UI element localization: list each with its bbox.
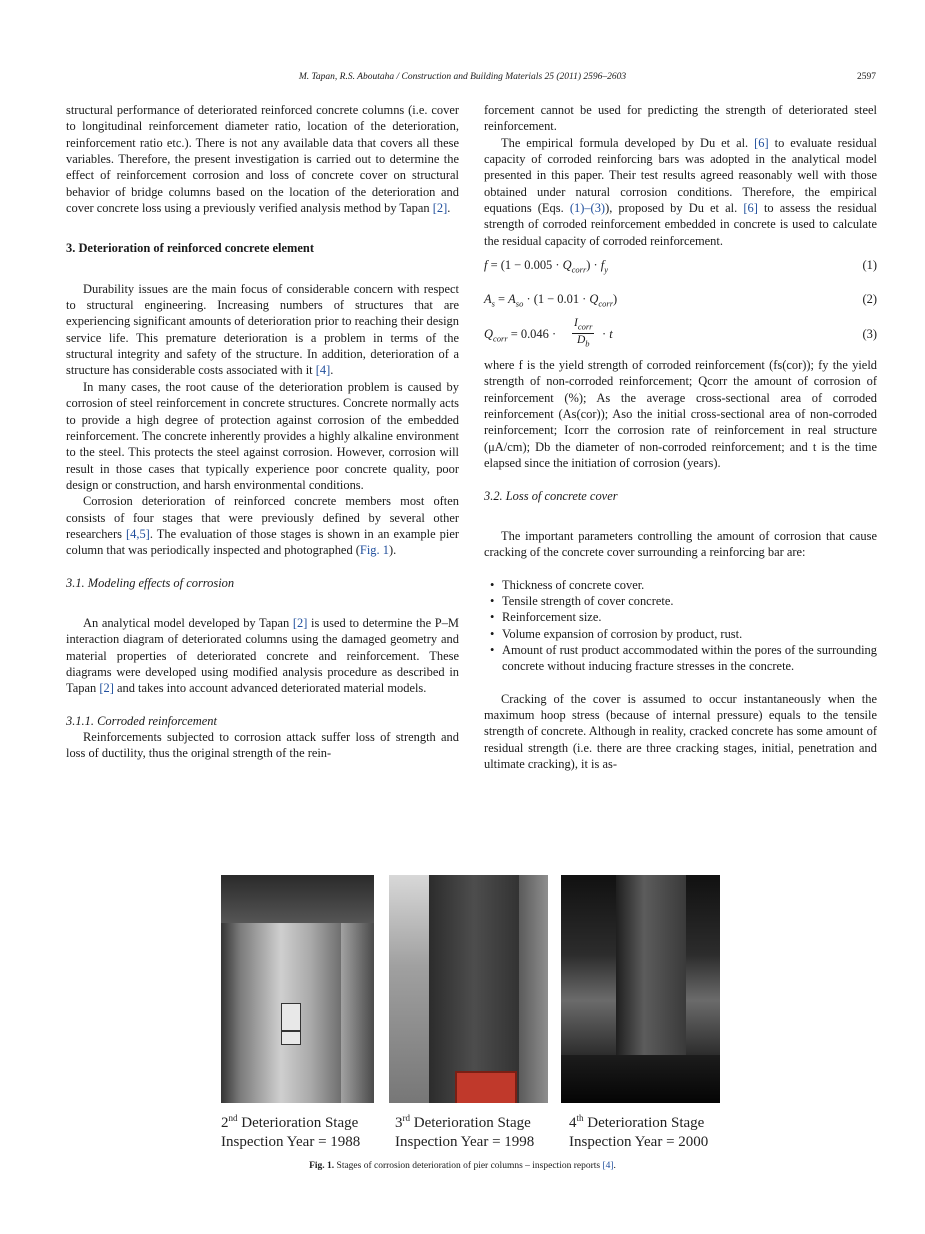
paragraph: In many cases, the root cause of the deterioration problem is caused by corrosion of steel reinforcement in concrete structures. Concrete normally acts to provide a high degree of protection against corrosion of the embedded reinforcement. The concrete inherently provides a highly alkaline environment to the steel. This protects the steel against corrosion. However, corrosion will result in those cases that typically experience poor concrete quality, poor design or construction, and harsh environmental conditions. [66, 379, 459, 492]
figure-1-photos [221, 875, 720, 1103]
equation-1: $f = (1 - 0.005 \cdot Q_{corr}) \cdot f_y$ (1) [484, 258, 877, 275]
section-heading: 3. Deterioration of reinforced concrete element [66, 241, 314, 256]
photo-stage-3 [389, 875, 548, 1103]
paragraph: structural performance of deteriorated reinforced concrete columns (i.e. cover to longitudinal reinforcement diameter ratio, location of the deterioration, reinforcement ratio etc.). There is not any available data that covers all these variables. Therefore, the present investigation is carried out to determine the effect of reinforcement corrosion and loss of concrete cover on structural behavior of bridge columns based on the location of the deterioration and cover concrete loss using a previously verified analysis method by Tapan [2]. [66, 103, 459, 216]
citation-link[interactable]: [4,5] [125, 526, 150, 541]
paragraph: The empirical formula developed by Du et al. [6] to evaluate residual capacity of corroded reinforcing bars was adopted in the analytical model presented in this paper. Their test results agreed reasonably well with those obtained under natural corrosion conditions. Therefore, the empirical equations (Eqs. (1)–(3)), proposed by Du et al. [6] to assess the residual strength of corroded reinforcement embedded in concrete is used to calculate the residual capacity of corroded reinforcement. [484, 135, 877, 248]
subsection-heading: 3.2. Loss of concrete cover [484, 488, 618, 503]
right-column [484, 102, 877, 772]
bullet-list [484, 577, 877, 675]
stage-label: 2nd Deterioration Stage Inspection Year = 1988 [221, 1113, 361, 1150]
photo-stage-4 [561, 875, 720, 1103]
figure-caption: Fig. 1. Stages of corrosion deterioration of pier columns – inspection reports [4]. [309, 1161, 616, 1171]
paragraph: An analytical model developed by Tapan [2] is used to determine the P–M interaction diagram of deteriorated columns using the damaged geometry and material properties of deteriorated concrete and reinforcement. These diagrams were developed using modified analysis procedure as described in Tapan [2] and takes into account advanced deteriorated material models. [66, 615, 459, 696]
citation-link[interactable]: [6] [754, 135, 769, 150]
citation-link[interactable]: [4] [602, 1161, 614, 1171]
running-header [0, 72, 925, 86]
equation-2: $A_s = A_{so} \cdot (1 - 0.01 \cdot Q_{corr})$ (2) [484, 292, 877, 309]
list-item: • Reinforcement size. [502, 609, 877, 625]
citation-link[interactable]: [2] [432, 201, 448, 216]
citation-link[interactable]: [6] [743, 201, 758, 216]
list-item: • Thickness of concrete cover. [502, 577, 877, 593]
subsection-heading: 3.1. Modeling effects of corrosion [66, 575, 235, 590]
equation-link[interactable]: (1)–(3) [569, 201, 606, 216]
left-column [66, 102, 459, 762]
paragraph: The important parameters controlling the amount of corrosion that cause cracking of the concrete cover surrounding a reinforcing bar are: [484, 528, 877, 560]
stage-label: 4th Deterioration Stage Inspection Year = 2000 [569, 1113, 709, 1150]
citation-link[interactable]: [2] [292, 615, 308, 630]
citation-link[interactable]: [4] [315, 363, 331, 378]
figure-link[interactable]: Fig. 1 [359, 543, 389, 558]
list-item: • Amount of rust product accommodated within the pores of the surrounding concrete without inducing fracture stresses in the concrete. [502, 642, 877, 675]
stage-label: 3rd Deterioration Stage Inspection Year = 1998 [395, 1113, 535, 1150]
paragraph: where f is the yield strength of corroded reinforcement (fs(cor)); fy the yield strength of non-corroded reinforcement; Qcorr the amount of corrosion of reinforcement (%); As the average cross-sectional area of corroded reinforcement (As(cor)); Aso the initial cross-sectional area of non-corroded reinforcement; Icorr the corrosion rate of reinforcement in real structure (μA/cm); Db the diameter of non-corroded reinforcement; and t is the time elapsed since the initiation of corrosion (years). [484, 358, 877, 471]
paragraph: forcement cannot be used for predicting the strength of deteriorated steel reinforcement. [484, 103, 877, 134]
equation-number: (3) [862, 327, 877, 342]
paragraph: Cracking of the cover is assumed to occur instantaneously when the maximum hoop stress (because of internal pressure) equals to the tensile strength of concrete. Although in reality, cracked concrete has some amount of residual strength (i.e. there are three cracking stages, initial, penetration and ultimate cracking), it is as- [484, 691, 877, 771]
list-item: • Tensile strength of cover concrete. [502, 593, 877, 609]
paragraph: Durability issues are the main focus of considerable concern with respect to structural engineering. Increasing numbers of structures that are experiencing significant amounts of deterioration prior to reaching their design service life. This premature deterioration is a problem in terms of the structural integrity and safety of the structure. In addition, deterioration of a structure has considerable costs associated with it [4]. [66, 281, 459, 378]
paragraph: Reinforcements subjected to corrosion attack suffer loss of strength and loss of ductility, thus the original strength of the rein- [66, 730, 459, 761]
page-number: 2597 [857, 72, 876, 82]
equation-number: (1) [862, 258, 877, 273]
figure-stage-labels [221, 1109, 731, 1149]
list-item: • Volume expansion of corrosion by product, rust. [502, 626, 877, 642]
running-title: M. Tapan, R.S. Aboutaha / Construction and Building Materials 25 (2011) 2596–2603 [298, 72, 627, 82]
citation-link[interactable]: [2] [99, 681, 114, 696]
paragraph: Corrosion deterioration of reinforced concrete members most often consists of four stages that were previously defined by several other researchers [4,5]. The evaluation of those stages is shown in an example pier column that was periodically inspected and photographed (Fig. 1). [66, 494, 460, 558]
photo-stage-2 [221, 875, 374, 1103]
equation-number: (2) [862, 292, 877, 307]
equation-3: $Q_{corr} = 0.046$ · $I_{corr}$ $D_b$ · t (3) [484, 317, 877, 349]
subsubsection-heading: 3.1.1. Corroded reinforcement [66, 713, 217, 728]
